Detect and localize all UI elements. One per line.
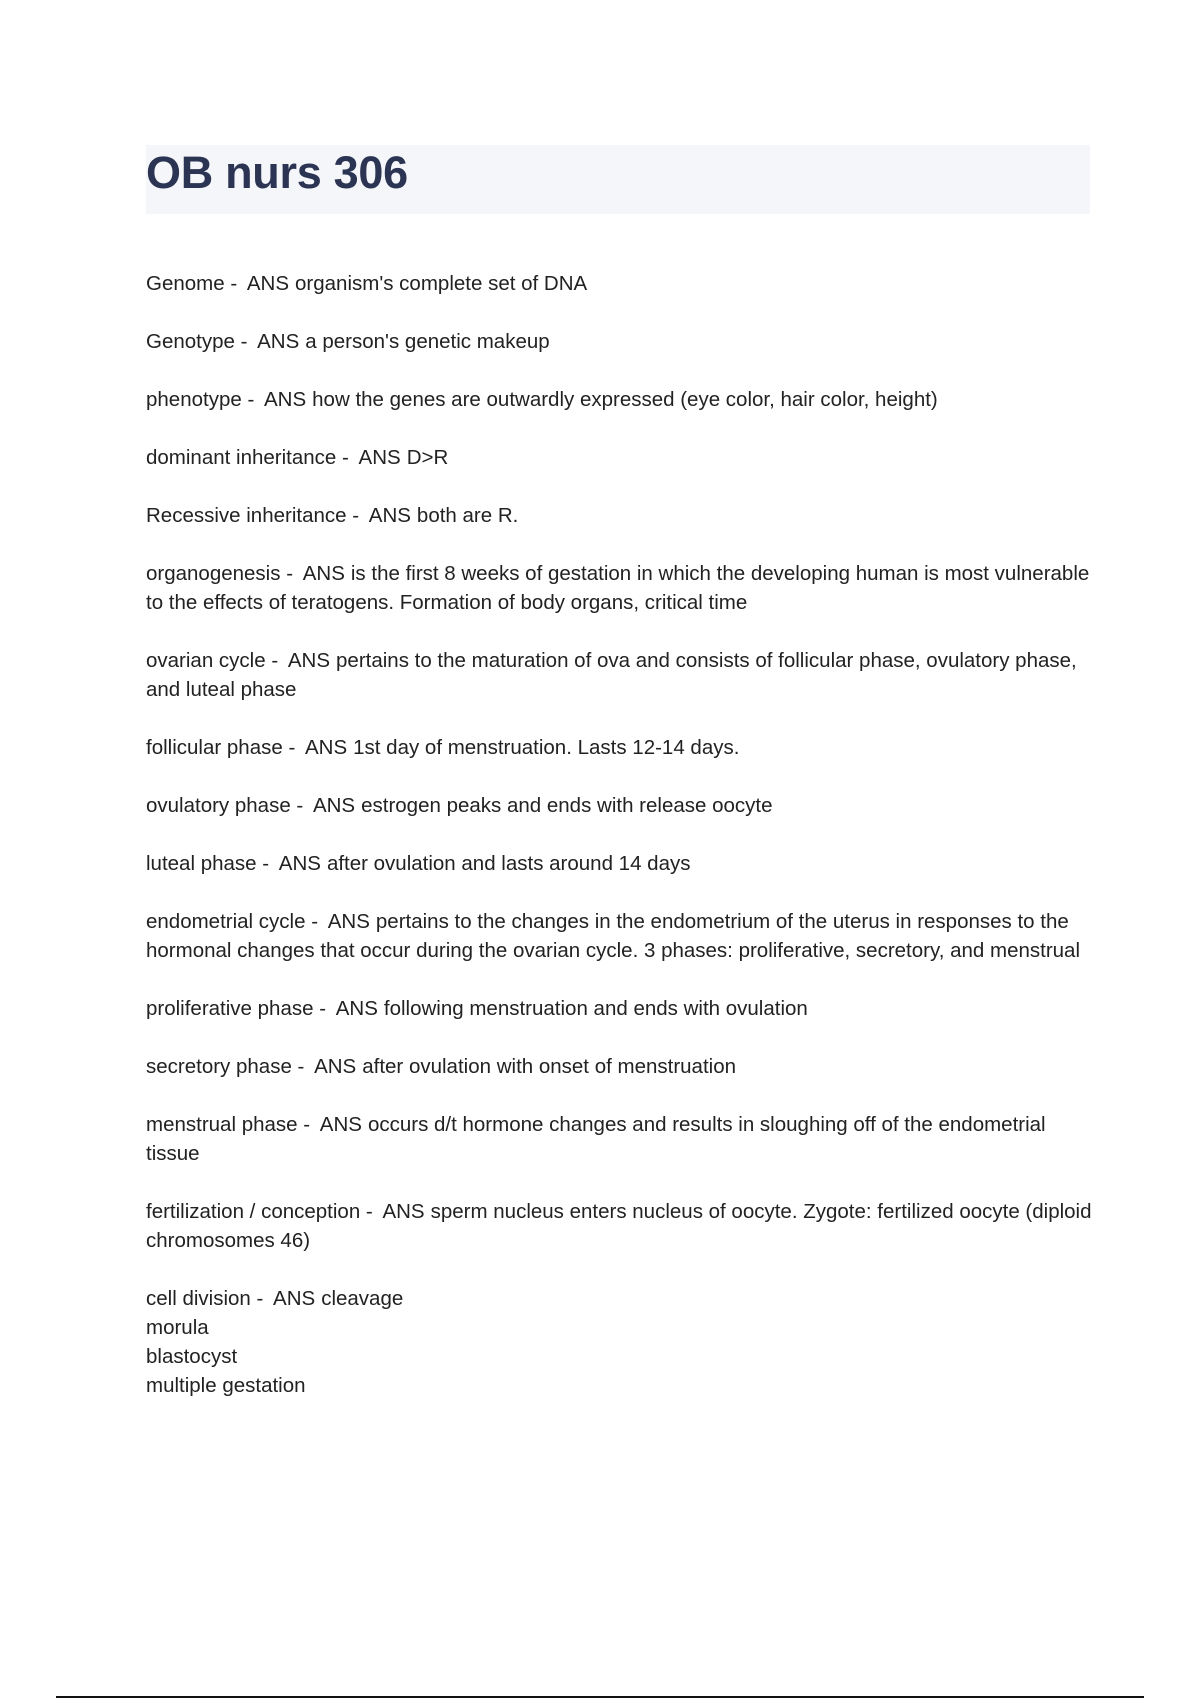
entry-answer: how the genes are outwardly expressed (eye color, hair color, height) <box>312 388 938 411</box>
answer-marker: ANS <box>312 794 356 817</box>
entry-term: Genotype <box>146 330 235 353</box>
entry-term: dominant inheritance <box>146 446 337 469</box>
flashcard-entry <box>146 501 1096 530</box>
flashcard-entry <box>146 1284 1096 1400</box>
answer-marker: ANS <box>319 1113 362 1136</box>
entry-term: secretory phase <box>146 1055 292 1078</box>
entry-term: ovulatory phase <box>146 794 291 817</box>
entry-answer: after ovulation with onset of menstruation <box>362 1055 736 1078</box>
entry-term: fertilization / conception <box>146 1200 361 1223</box>
entry-separator: - <box>346 504 365 527</box>
answer-marker: ANS <box>368 504 411 527</box>
entry-separator: - <box>297 1113 316 1136</box>
flashcard-entry <box>146 385 1096 414</box>
entry-answer: sperm nucleus enters nucleus of oocyte. Zygote: fertilized oocyte (diploid chromosomes 46) <box>146 1200 1092 1252</box>
entry-answer: following menstruation and ends with ovulation <box>383 997 808 1020</box>
page-title: OB nurs 306 <box>146 147 408 198</box>
flashcard-entry <box>146 791 1096 820</box>
entry-term: ovarian cycle <box>146 649 266 672</box>
entry-answer: estrogen peaks and ends with release oocyte <box>361 794 773 817</box>
flashcard-entry <box>146 327 1096 356</box>
entry-separator: - <box>290 794 309 817</box>
answer-marker: ANS <box>382 1200 425 1223</box>
entry-separator: - <box>336 446 355 469</box>
entry-term: Recessive inheritance <box>146 504 347 527</box>
entry-answer: a person's genetic makeup <box>305 330 550 353</box>
entry-answer: is the first 8 weeks of gestation in which the developing human is most vulnerable to the effects of teratogens. Formation of body organs, critical time <box>146 562 1090 614</box>
entry-term: luteal phase <box>146 852 257 875</box>
flashcard-entry <box>146 733 1096 762</box>
flashcard-entry <box>146 646 1096 704</box>
entry-separator: - <box>250 1287 270 1310</box>
entry-term: menstrual phase <box>146 1113 298 1136</box>
entry-separator: - <box>234 330 254 353</box>
flashcard-entry <box>146 559 1096 617</box>
flashcard-entry <box>146 907 1096 965</box>
entry-answer: pertains to the maturation of ova and consists of follicular phase, ovulatory phase, and luteal phase <box>146 649 1077 701</box>
entry-separator: - <box>282 736 301 759</box>
flashcard-entry <box>146 443 1096 472</box>
entry-term: cell division <box>146 1287 251 1310</box>
answer-marker: ANS <box>304 736 348 759</box>
entry-answer: organism's complete set of DNA <box>295 272 588 295</box>
flashcard-entry <box>146 994 1096 1023</box>
entry-term: Genome <box>146 272 225 295</box>
answer-marker: ANS <box>263 388 307 411</box>
answer-marker: ANS <box>278 852 321 875</box>
entry-separator: - <box>224 272 243 295</box>
entry-answer: 1st day of menstruation. Lasts 12-14 days. <box>353 736 740 759</box>
answer-marker: ANS <box>358 446 401 469</box>
entry-separator: - <box>313 997 332 1020</box>
entry-separator: - <box>256 852 275 875</box>
answer-marker: ANS <box>302 562 345 585</box>
entry-answer: cleavage <box>321 1287 404 1310</box>
entry-separator: - <box>360 1200 379 1223</box>
answer-marker: ANS <box>327 910 370 933</box>
entry-extra-line: blastocyst <box>146 1345 238 1368</box>
flashcard-entry <box>146 1197 1096 1255</box>
entry-separator: - <box>305 910 324 933</box>
answer-marker: ANS <box>335 997 378 1020</box>
entry-term: proliferative phase <box>146 997 314 1020</box>
footer-rule <box>56 1696 1144 1698</box>
entry-term: endometrial cycle <box>146 910 306 933</box>
entry-separator: - <box>241 388 260 411</box>
entry-answer: D>R <box>406 446 449 469</box>
entry-separator: - <box>291 1055 311 1078</box>
answer-marker: ANS <box>273 1287 316 1310</box>
entry-separator: - <box>280 562 299 585</box>
flashcard-entry <box>146 1052 1096 1081</box>
entry-extra-line: morula <box>146 1316 209 1339</box>
entry-answer: after ovulation and lasts around 14 days <box>326 852 691 875</box>
flashcard-entry <box>146 1110 1096 1168</box>
entry-term: organogenesis <box>146 562 281 585</box>
entry-extra-line: multiple gestation <box>146 1374 306 1397</box>
flashcard-entry <box>146 849 1096 878</box>
entry-answer: both are R. <box>416 504 519 527</box>
answer-marker: ANS <box>314 1055 357 1078</box>
entry-separator: - <box>265 649 284 672</box>
entry-answer: pertains to the changes in the endometrium of the uterus in responses to the hormonal changes that occur during the ovarian cycle. 3 phases: proliferative, secretory, and menstrual <box>146 910 1081 962</box>
entry-term: follicular phase <box>146 736 283 759</box>
flashcard-list <box>146 269 1096 1429</box>
answer-marker: ANS <box>287 649 331 672</box>
flashcard-entry <box>146 269 1096 298</box>
answer-marker: ANS <box>257 330 300 353</box>
entry-answer: occurs d/t hormone changes and results in sloughing off of the endometrial tissue <box>146 1113 1046 1165</box>
entry-term: phenotype <box>146 388 242 411</box>
answer-marker: ANS <box>246 272 290 295</box>
